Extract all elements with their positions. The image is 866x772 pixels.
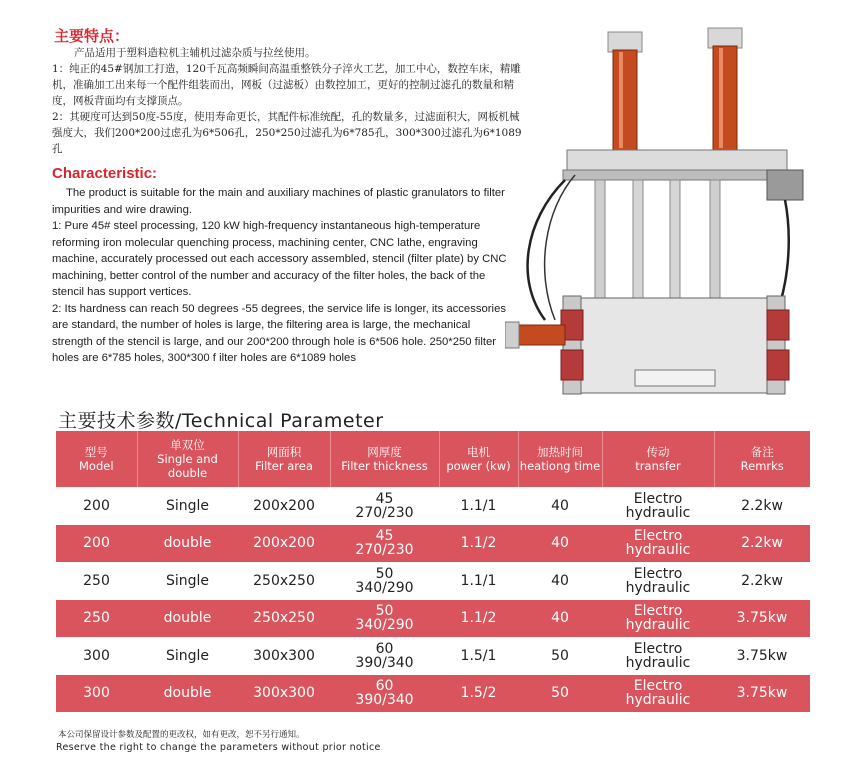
- header-area: 网面积 Filter area: [238, 431, 330, 487]
- header-type: 单双位 Single and double: [137, 431, 238, 487]
- cn-description: [52, 45, 522, 157]
- table-row: 200 Single 200x200 45 270/230 1.1/1 40 Electro hydraulic 2.2kw: [83, 490, 783, 521]
- table-row: 200 double 200x200 45 270/230 1.1/2 40 Electro hydraulic 2.2kw: [56, 525, 810, 563]
- table-header-row: [56, 431, 810, 487]
- header-remarks: 备注 Remrks: [740, 445, 784, 473]
- en-point-2: 2: Its hardness can reach 50 degrees -55 degrees, the service life is longer, its accessories are standard, the number of holes is large, the filtering area is large, the mechanical strength of the stencil is large, and our 200*200 through hole is 6*506 hole. 250*250 filter holes are 6*785 holes, 300*300 f ilter holes are 6*1089 holes: [52, 302, 506, 364]
- table-row: 250 Single 250x250 50 340/290 1.1/1 40 Electro hydraulic 2.2kw: [83, 565, 783, 596]
- screen-changer-machine-image: [505, 20, 825, 400]
- footer-notice-cn: 本公司保留设计参数及配置的更改权，如有更改，恕不另行通知。: [58, 730, 305, 740]
- cn-section-title: 主要特点：: [54, 27, 130, 45]
- header-time: 加热时间 heationg time: [518, 431, 602, 487]
- en-section-title: Characteristic:: [52, 165, 158, 182]
- en-point-1: 1: Pure 45# steel processing, 120 kW high-frequency instantaneous high-temperature reforming iron molecular quenching process, machining center, CNC lathe, engraving machine, accurately processed out each accessory assembled, stencil (filter plate) by CNC machining, better control of the number and accuracy of the filter holes, the back of the stencil has support vertices.: [52, 220, 507, 298]
- header-transfer: 传动 transfer: [602, 431, 714, 487]
- en-intro: The product is suitable for the main and auxiliary machines of plastic granulators to filter impurities and wire drawing.: [52, 187, 505, 216]
- en-description: [52, 185, 507, 367]
- header-thickness: 网厚度 Filter thickness: [330, 431, 439, 487]
- header-model: 型号 Model: [56, 431, 137, 487]
- parameter-table: [56, 431, 810, 712]
- cn-intro: 产品适用于塑料造粒机主辅机过滤杂质与拉丝使用。: [74, 47, 316, 59]
- table-row: 250 double 250x250 50 340/290 1.1/2 40 Electro hydraulic 3.75kw: [56, 600, 810, 638]
- footer-notice-en: Reserve the right to change the parameters without prior notice: [56, 742, 381, 753]
- table-row: 300 double 300x300 60 390/340 1.5/2 50 Electro hydraulic 3.75kw: [56, 675, 810, 713]
- cn-point-2: 2：其硬度可达到50度-55度，使用寿命更长，其配件标准统配，孔的数量多，过滤面积大，网板机械强度大，我们200*200过虑孔为6*506孔，250*250过滤孔为6*785孔，300*300过滤孔为6*1089孔: [52, 111, 522, 155]
- table-row: 300 Single 300x300 60 390/340 1.5/1 50 Electro hydraulic 3.75kw: [83, 640, 788, 671]
- cn-point-1: 1：纯正的45#钢加工打造，120千瓦高频瞬间高温重整铁分子淬火工艺，加工中心，数控车床，精雕机，准确加工出来每一个配件组装而出，网板（过滤板）由数控加工，更好的控制过滤孔的数量和精度，网板背面均有支撑顶点。: [52, 63, 521, 107]
- table-title: 主要技术参数/Technical Parameter: [58, 410, 384, 432]
- header-power: 电机 power (kw): [439, 431, 518, 487]
